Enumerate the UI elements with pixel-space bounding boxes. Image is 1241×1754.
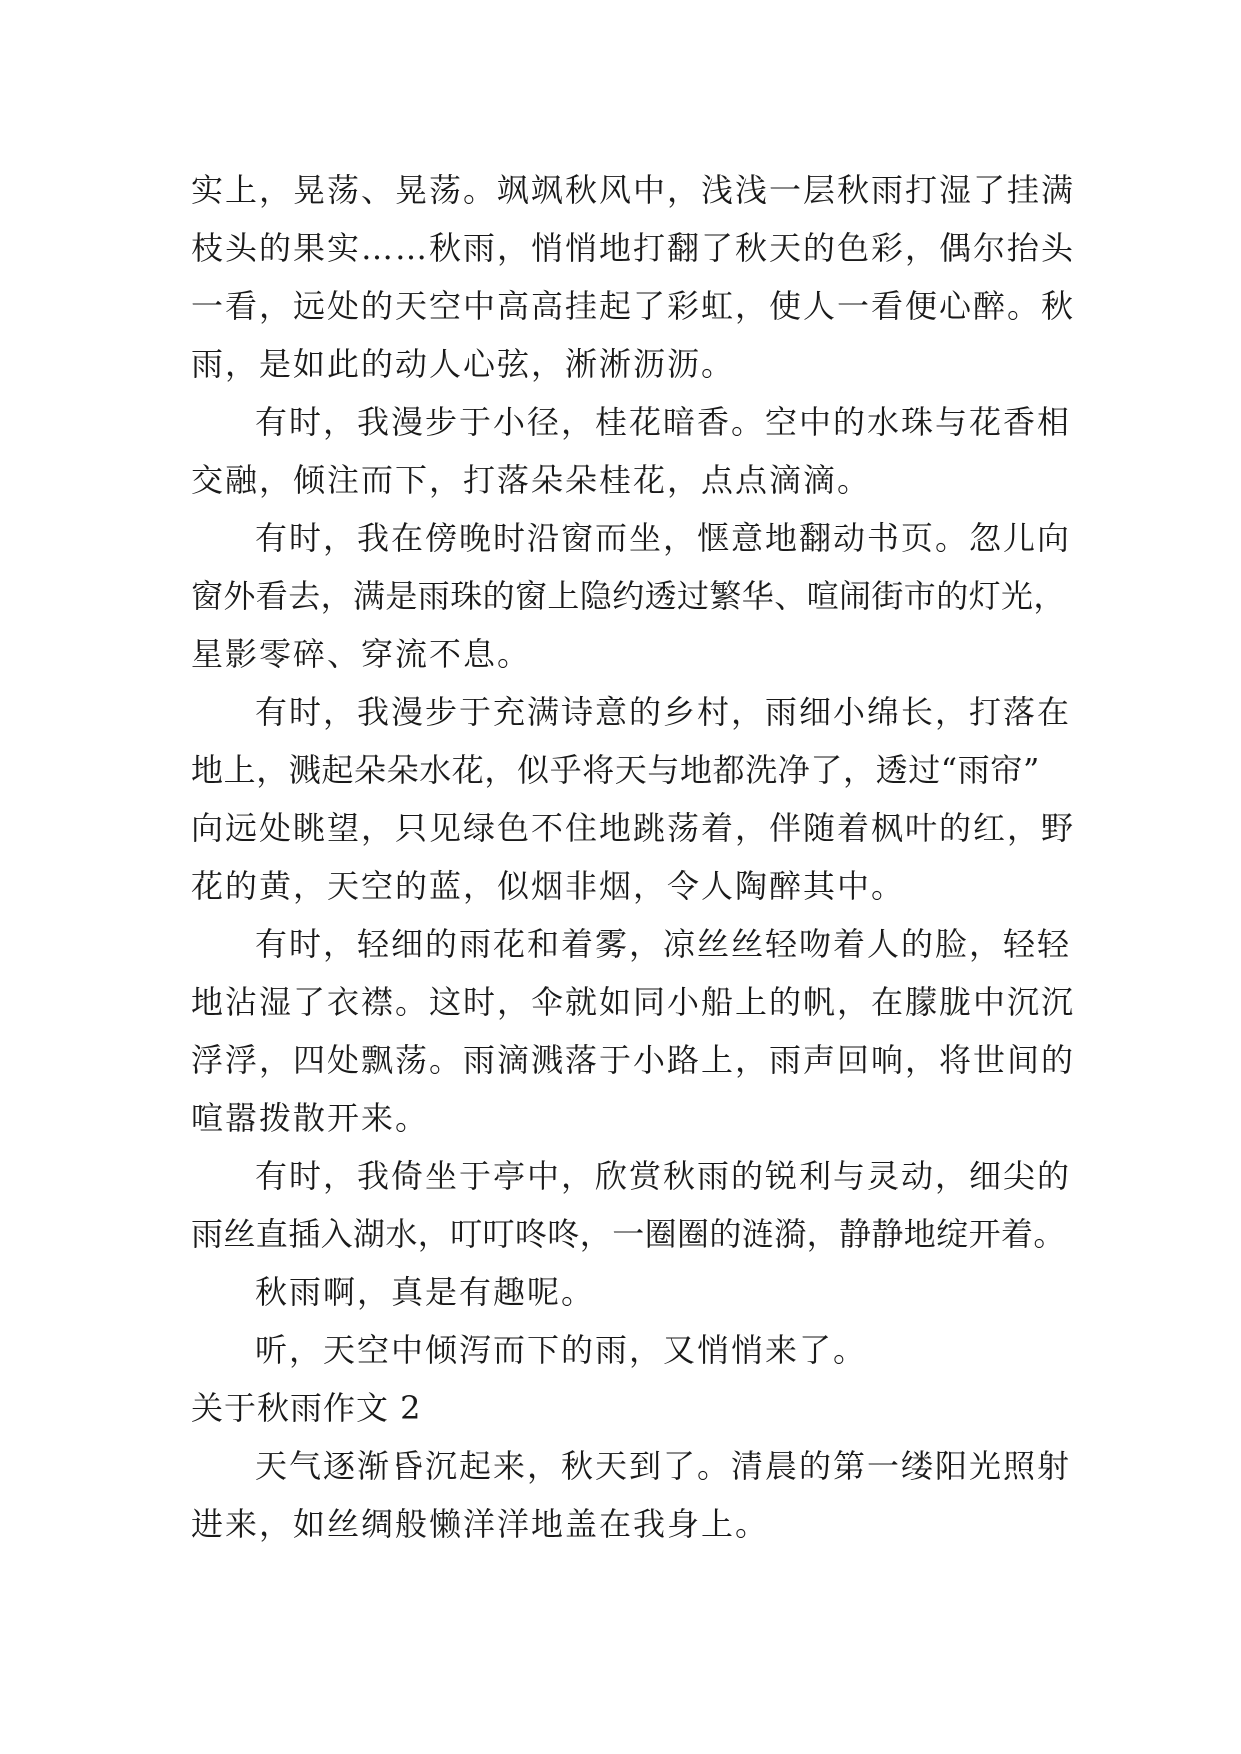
text-line: 交融，倾注而下，打落朵朵桂花，点点滴滴。 [191, 461, 872, 499]
paragraph-first-line: 秋雨啊，真是有趣呢。 [255, 1273, 596, 1311]
text-line: 地沾湿了衣襟。这时，伞就如同小船上的帆，在朦胧中沉沉 [191, 983, 1076, 1021]
text-line: 实上，晃荡、晃荡。飒飒秋风中，浅浅一层秋雨打湿了挂满 [191, 171, 1076, 209]
text-line: 进来，如丝绸般懒洋洋地盖在我身上。 [191, 1505, 770, 1543]
text-line: 花的黄，天空的蓝，似烟非烟，令人陶醉其中。 [191, 867, 906, 905]
text-line: 枝头的果实……秋雨，悄悄地打翻了秋天的色彩，偶尔抬头 [191, 229, 1076, 267]
section-heading: 关于秋雨作文 2 [191, 1389, 422, 1427]
text-line: 地上，溅起朵朵水花，似乎将天与地都洗净了，透过“雨帘” [191, 751, 1040, 789]
paragraph-first-line: 天气逐渐昏沉起来，秋天到了。清晨的第一缕阳光照射 [255, 1447, 1072, 1485]
text-line: 星影零碎、穿流不息。 [191, 635, 532, 673]
text-line: 一看，远处的天空中高高挂起了彩虹，使人一看便心醉。秋 [191, 287, 1076, 325]
document-body [191, 161, 1076, 1553]
paragraph-first-line: 有时，我漫步于充满诗意的乡村，雨细小绵长，打落在 [255, 693, 1072, 731]
text-line: 向远处眺望，只见绿色不住地跳荡着，伴随着枫叶的红，野 [191, 809, 1076, 847]
text-line: 雨，是如此的动人心弦，淅淅沥沥。 [191, 345, 736, 383]
paragraph-first-line: 听，天空中倾泻而下的雨，又悄悄来了。 [255, 1331, 868, 1369]
text-line: 喧嚣拨散开来。 [191, 1099, 430, 1137]
paragraph-first-line: 有时，我倚坐于亭中，欣赏秋雨的锐利与灵动，细尖的 [255, 1157, 1072, 1195]
text-line: 窗外看去，满是雨珠的窗上隐约透过繁华、喧闹街市的灯光， [191, 577, 1066, 615]
paragraph-first-line: 有时，我在傍晚时沿窗而坐，惬意地翻动书页。忽儿向 [255, 519, 1072, 557]
text-line: 雨丝直插入湖水，叮叮咚咚，一圈圈的涟漪，静静地绽开着。 [191, 1215, 1066, 1253]
text-line: 浮浮，四处飘荡。雨滴溅落于小路上，雨声回响，将世间的 [191, 1041, 1076, 1079]
paragraph-first-line: 有时，轻细的雨花和着雾，凉丝丝轻吻着人的脸，轻轻 [255, 925, 1072, 963]
paragraph-first-line: 有时，我漫步于小径，桂花暗香。空中的水珠与花香相 [255, 403, 1072, 441]
